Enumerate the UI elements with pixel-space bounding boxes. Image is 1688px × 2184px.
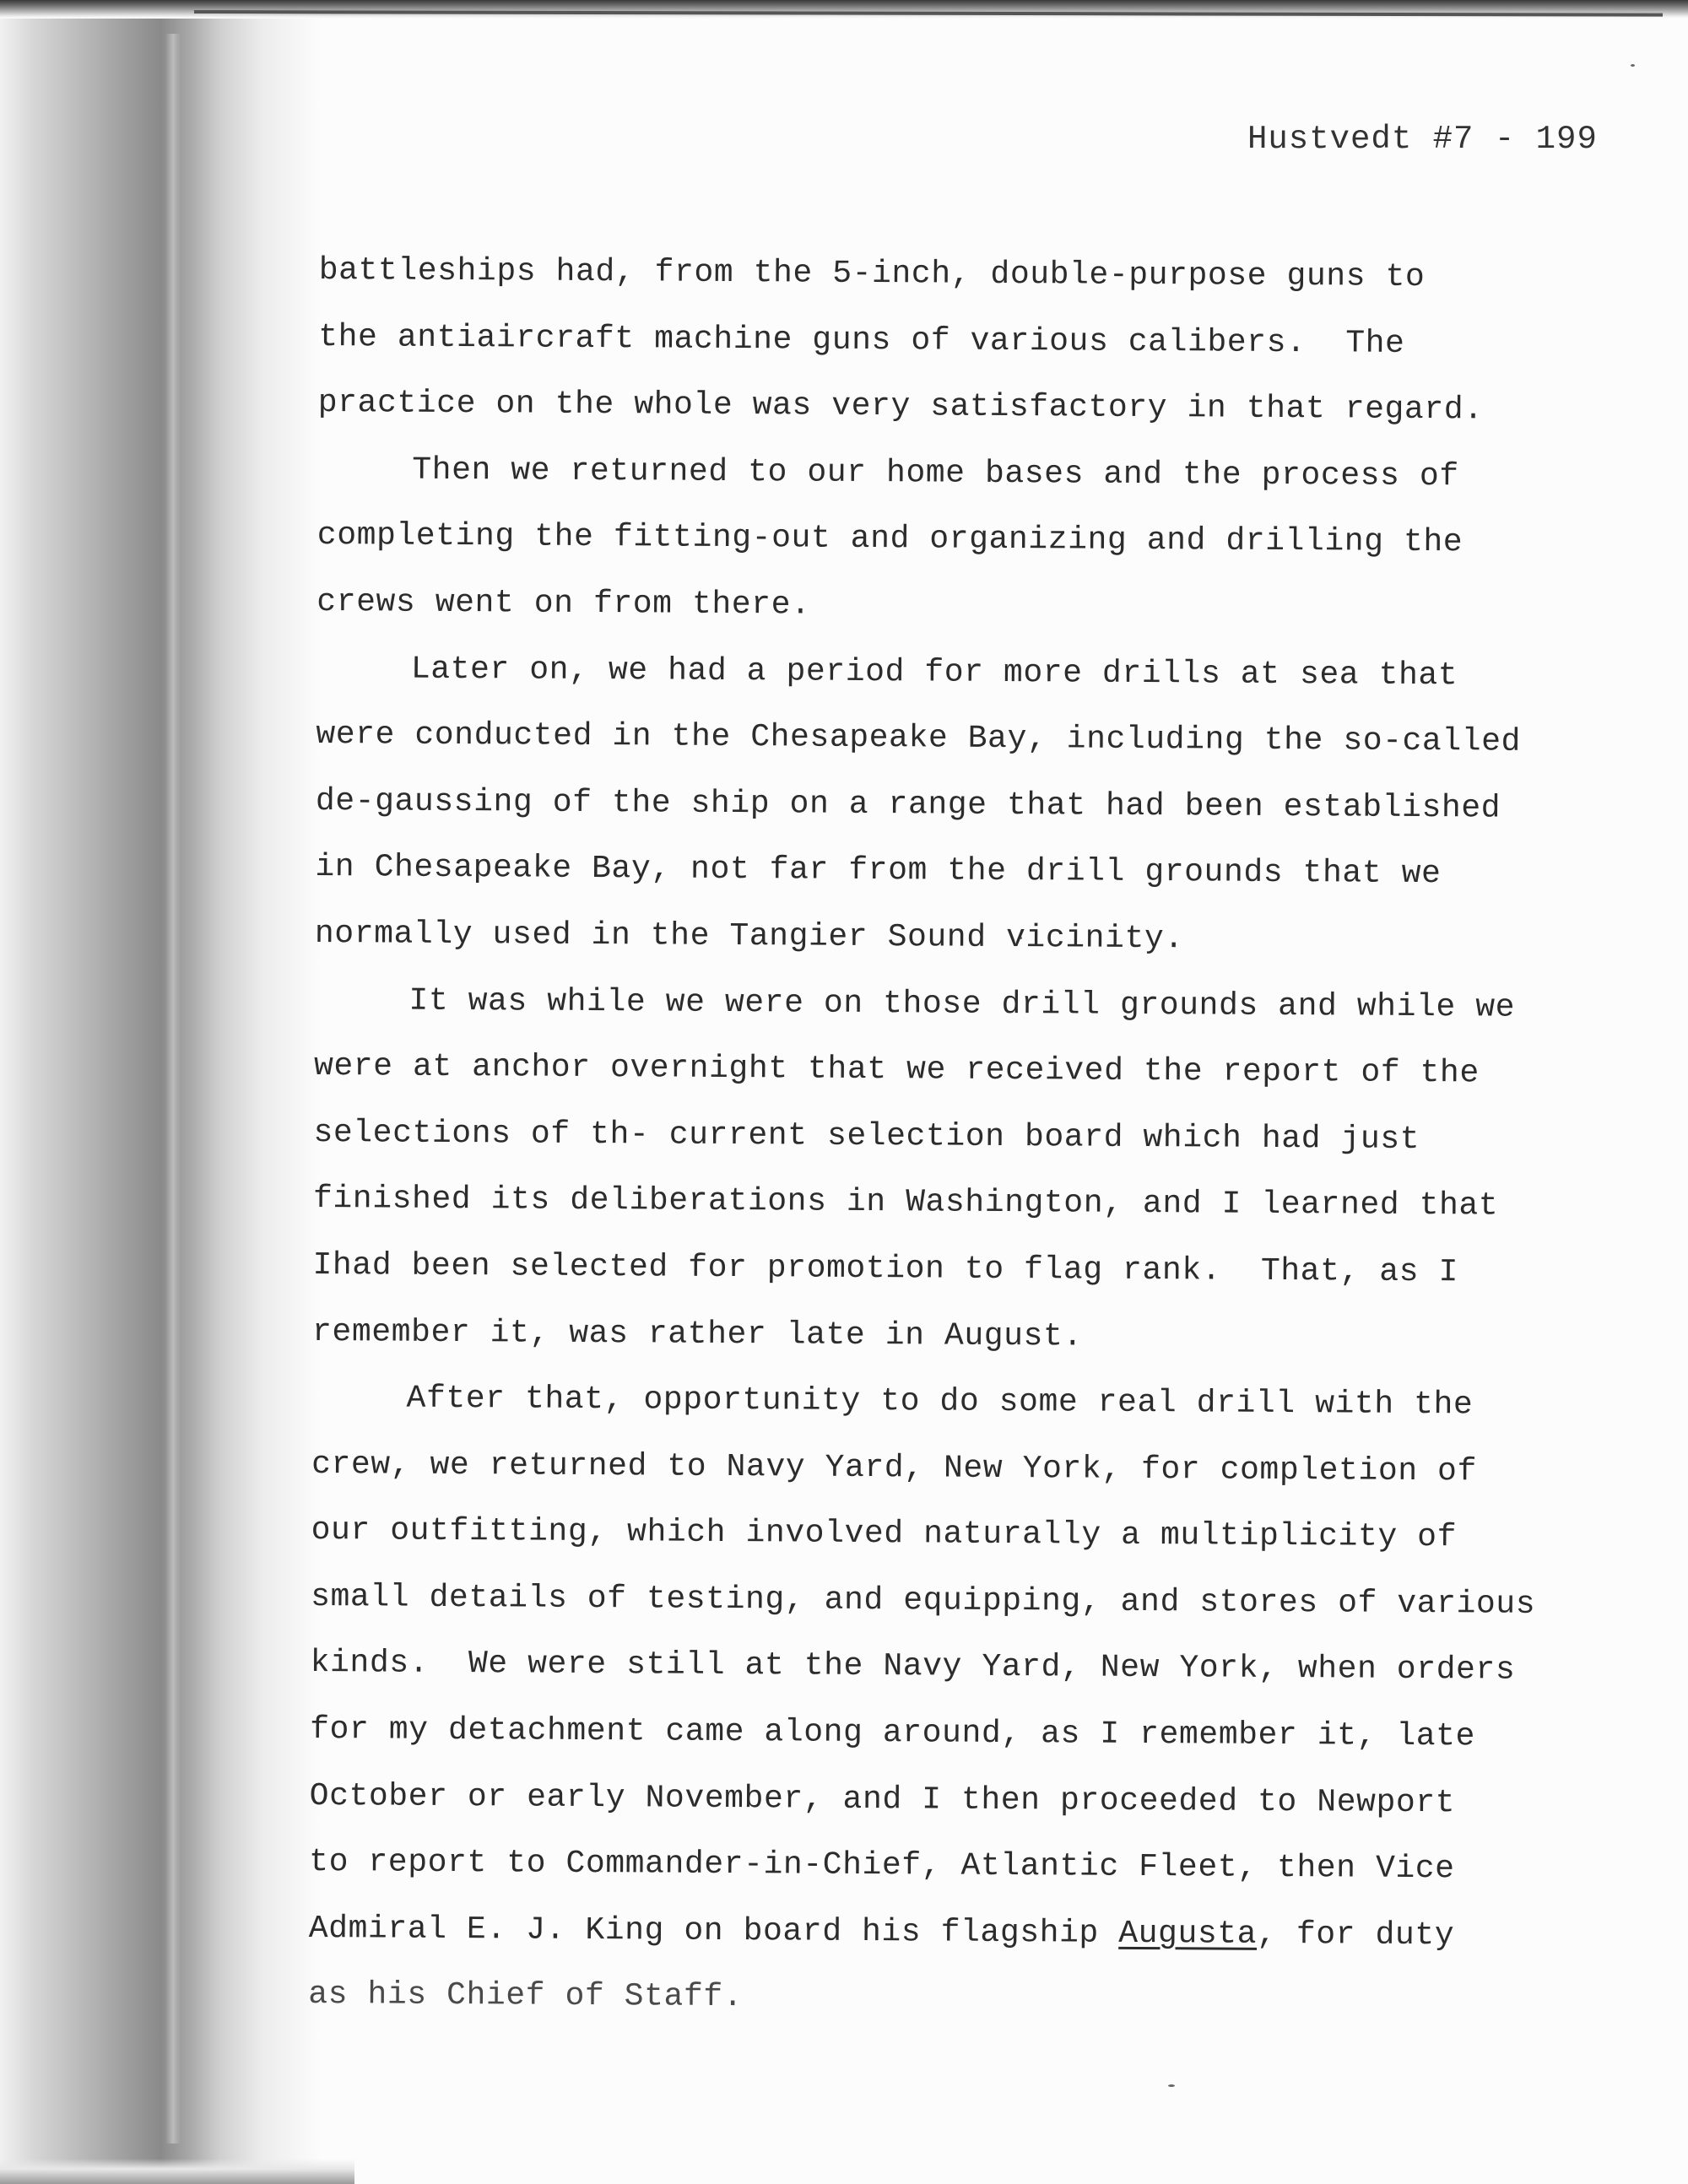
text-line: the antiaircraft machine guns of various calibers. The	[318, 318, 1405, 362]
scan-speck	[1631, 64, 1635, 67]
text-line: selections of th- current selection board which had just	[313, 1114, 1420, 1158]
text-line: remember it, was rather late in August.	[311, 1313, 1083, 1355]
ship-name-underlined: Augusta	[1118, 1915, 1258, 1953]
transcript-body	[308, 238, 1560, 2036]
text-line: kinds. We were still at the Navy Yard, New York, when orders	[310, 1645, 1516, 1689]
text-line: normally used in the Tangier Sound vicinity.	[314, 915, 1184, 958]
text-line: to report to Commander-in-Chief, Atlantic Fleet, then Vice	[309, 1844, 1455, 1888]
text-line: small details of testing, and equipping, and stores of various	[311, 1578, 1536, 1623]
paragraph-start-line: Later on, we had a period for more drills at sea that	[410, 651, 1458, 694]
text-segment: Admiral E. J. King on board his flagship	[308, 1910, 1119, 1952]
text-line: crews went on from there.	[316, 583, 811, 624]
book-spine-highlight	[165, 34, 181, 2143]
paragraph-start-line: Then we returned to our home bases and the process of	[412, 451, 1459, 495]
text-line-with-ship-name	[309, 1896, 1550, 1970]
text-line: practice on the whole was very satisfactory in that regard.	[317, 385, 1484, 429]
text-line: completing the fitting-out and organizing and drilling the	[316, 517, 1463, 561]
text-line: de-gaussing of the ship on a range that had been established	[315, 782, 1501, 827]
text-line: in Chesapeake Bay, not far from the drill grounds that we	[315, 849, 1442, 893]
text-line: were at anchor overnight that we received the report of the	[313, 1048, 1480, 1092]
text-line-final: as his Chief of Staff.	[308, 1976, 744, 2016]
scan-speck	[1168, 2084, 1175, 2087]
paragraph-start-line: After that, opportunity to do some real drill with the	[406, 1380, 1474, 1424]
text-line: October or early November, and I then proceeded to Newport	[309, 1777, 1456, 1821]
text-line: were conducted in the Chesapeake Bay, including the so-called	[316, 716, 1522, 760]
paragraph-start-line: It was while we were on those drill grounds and while we	[408, 982, 1516, 1026]
text-segment: , for duty	[1257, 1916, 1455, 1954]
bleed-through-marks	[25, 1097, 59, 1857]
text-line: finished its deliberations in Washington, and I learned that	[312, 1181, 1499, 1224]
page-number-header: Hustvedt #7 - 199	[1247, 121, 1598, 158]
text-line: Ihad been selected for promotion to flag rank. That, as I	[312, 1246, 1459, 1291]
page-bottom-edge	[0, 2159, 354, 2184]
text-line: our outfitting, which involved naturally a multiplicity of	[311, 1512, 1458, 1556]
text-line: for my detachment came along around, as I remember it, late	[310, 1711, 1476, 1755]
text-line: crew, we returned to Navy Yard, New York, for completion of	[311, 1446, 1478, 1490]
text-line: battleships had, from the 5-inch, double-purpose guns to	[318, 251, 1426, 296]
